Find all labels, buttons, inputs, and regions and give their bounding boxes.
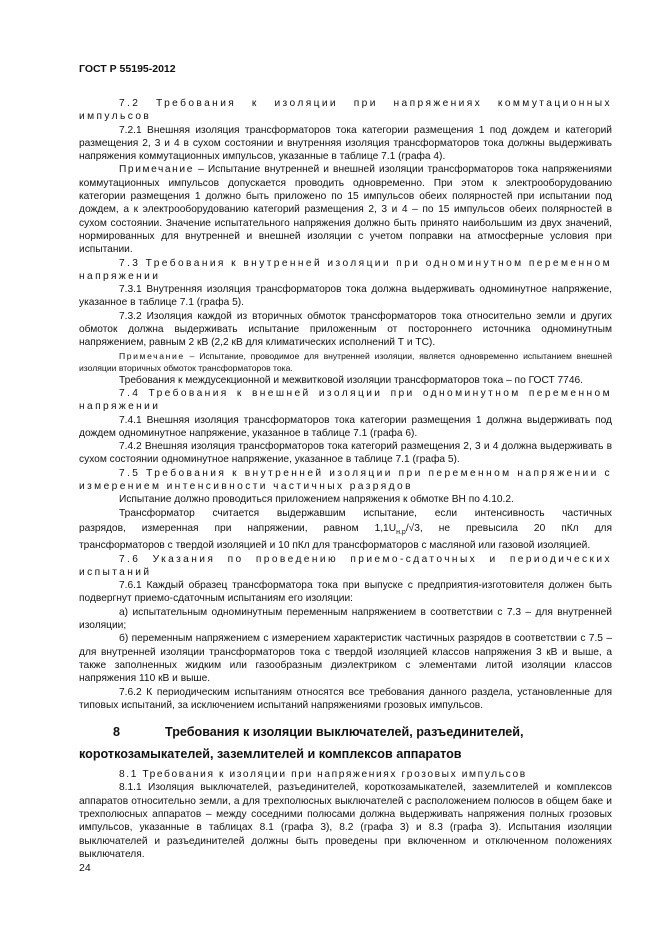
clause-7-5-text-after: , не превысила 20 пКл для [419, 522, 612, 534]
clause-7-5-d: трансформаторов с твердой изоляцией и 10 пКл для трансформаторов с масляной или газовой изоляцией. [79, 540, 591, 552]
clause-7-5-a: Испытание должно проводиться приложением напряжения к обмотке ВН по 4.10.2. [119, 494, 514, 506]
clause-7-5-formula-line [79, 522, 612, 539]
formula-main: 1,1U [374, 522, 397, 534]
clause-7-6-1-a: а) испытательным одноминутным переменным напряжением в соответствии с 7.3 – для внутренней изоляции; [79, 606, 612, 632]
clause-7-3-1: 7.3.1 Внутренняя изоляция трансформаторов тока должна выдерживать одноминутное напряжение, указанное в таблице 7.1 (графа 5). [79, 284, 612, 309]
clause-7-6-2: 7.6.2 К периодическим испытаниям относятся все требования данного раздела, установленные для типовых испытаний, за исключением испытаний напряжениями грозовых импульсов. [79, 686, 612, 711]
clause-7-6-1-b: б) переменным напряжением с измерением характеристик частичных разрядов в соответствии с 7.5 – для внутренней изоляции трансформаторов тока с твердой изоляцией классов напряжения 3 кВ и выше, а также заполненных жидким или газообразным диэлектриком с элементами литой изоляции классов напряжения 110 кВ и выше. [79, 633, 612, 685]
formula [375, 523, 420, 534]
subsection-title-7-2: 7.2 Требования к изоляции при напряжениях коммутационных импульсов [79, 98, 612, 123]
clause-8-1-1: 8.1.1 Изоляция выключателей, разъединителей, короткозамыкателей, заземлителей и комплексов аппаратов относительно земли, а для трехполюсных выключателей с расположением полюсов в общем баке и трехполюсных аппаратов – между соседними полюсами должна выдерживать напряжения полных грозовых импульсов, указанные в таблицах 8.1 (графа 3), 8.2 (графа 3) и 8.3 (графа 3). Испытания изоляции выключателей и разъединителей должны быть проведены при включенном и отключенном положениях выключателя. [79, 782, 612, 860]
subsection-title-7-5: 7.5 Требования к внутренней изоляции при переменном напряжении с измерением интенсивности частичных разрядов [79, 467, 612, 493]
clause-7-4-2: 7.4.2 Внешняя изоляция трансформаторов тока категорий размещения 2, 3 и 4 должна выдерживать в сухом состоянии одноминутное напряжение, указанное в таблице 7.1 (графа 5). [79, 441, 612, 466]
clause-7-5-text-before: разрядов, измеренная при напряжении, равном [79, 522, 359, 534]
note-7-3 [79, 350, 612, 374]
note-label: Примечание [119, 164, 194, 176]
section-8-heading-line2: короткозамыкателей, заземлителей и комплексов аппаратов [79, 747, 462, 762]
document-header: ГОСТ Р 55195-2012 [79, 63, 176, 75]
intersection-insulation-paragraph: Требования к междусекционной и межвитковой изоляции трансформаторов тока – по ГОСТ 7746. [119, 374, 584, 386]
note-label: Примечание [119, 350, 185, 361]
document-body [79, 97, 612, 861]
subsection-title-7-3: 7.3 Требования к внутренней изоляции при одноминутном переменном напряжении [79, 257, 612, 282]
subsection-title-8-1: 8.1 Требования к изоляции при напряжениях грозовых импульсов [119, 769, 527, 781]
clause-7-6-1: 7.6.1 Каждый образец трансформатора тока при выпуске с предприятия-изготовителя должен быть подвергнут приемо-сдаточным испытаниям его изоляции: [79, 580, 612, 605]
section-8-heading-line1 [79, 724, 612, 740]
clause-7-5-b: Трансформатор считается выдержавшим испытание, если интенсивность частичных [119, 507, 612, 519]
section-8-title-part1: Требования к изоляции выключателей, разъединителей, [165, 725, 524, 740]
section-number: 8 [113, 725, 121, 740]
page-number: 24 [79, 862, 91, 874]
clause-7-4-1: 7.4.1 Внешняя изоляция трансформаторов тока категории размещения 1 должна выдерживать под дождем одноминутное напряжение, указанное в таблице 7.1 (графа 6). [79, 414, 612, 439]
clause-7-2-1: 7.2.1 Внешняя изоляция трансформаторов тока категории размещения 1 под дождем и категорий размещения 2, 3 и 4 в сухом состоянии и внутренняя изоляция трансформаторов тока должны выдерживать напряжения коммутационных импульсов, указанные в таблице 7.1 (графа 4). [79, 124, 612, 163]
note-7-2 [79, 163, 612, 256]
note-text: – Испытание, проводимое для внутренней изоляции, является одновременно испытанием внешней изоляции вторичных обмоток трансформаторов тока. [79, 350, 612, 373]
formula-subscript: н.р [396, 528, 406, 536]
subsection-title-7-6: 7.6 Указания по проведению приемо-сдаточных и периодических испытаний [79, 553, 612, 578]
subsection-title-7-4: 7.4 Требования к внешней изоляции при одноминутном переменном напряжении [79, 387, 612, 413]
formula-sqrt: /√3 [405, 522, 420, 534]
note-text: – Испытание внутренней и внешней изоляции трансформаторов тока напряжениями коммутационных импульсов допускается проводить одновременно. При этом к электрооборудованию категории размещения 1 должно быть приложено по 15 импульсов обеих полярностей при испытании под дождем, а к электрооборудованию категорий размещения 2, 3 и 4 – по 15 импульсов обеих полярностей в сухом состоянии. Значение испытательного напряжения должно быть принято наибольшим из двух значений, нормированных для внутренней и внешней изоляции с учетом поправки на атмосферные условия при испытании. [79, 164, 612, 256]
clause-7-3-2: 7.3.2 Изоляция каждой из вторичных обмоток трансформаторов тока относительно земли и других обмоток должна выдерживать испытание приложенным от постороннего источника одноминутным напряжением, равным 2 кВ (2,2 кВ для климатических исполнений Т и ТС). [79, 310, 612, 349]
